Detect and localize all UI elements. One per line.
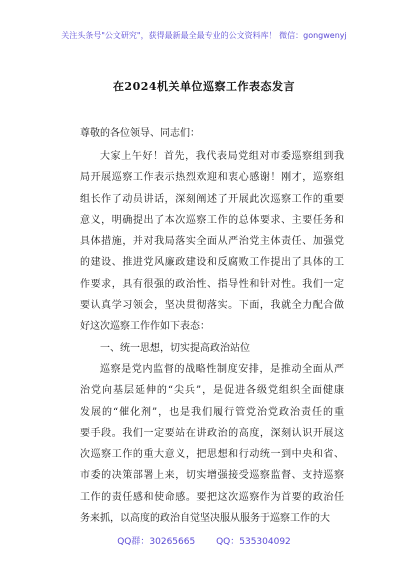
paragraph-line: 市委的决策部署上来，切实增强接受巡察监督、支持巡察: [80, 470, 344, 482]
paragraph-line: 务来抓，以高度的政治自觉坚决服从服务于巡察工作的大: [80, 513, 330, 525]
document-body: [80, 146, 344, 529]
document-title: 在2024机关单位巡察工作表态发言: [112, 80, 296, 93]
bottom-watermark: [0, 534, 408, 547]
paragraph-line: 要手段。我们一定要站在讲政治的高度，深刻认识开展这: [80, 427, 344, 439]
paragraph-line: 的建设、推进党风廉政建设和反腐败工作提出了具体的工: [80, 257, 344, 269]
paragraph-line: 要认真学习领会，坚决贯彻落实。下面，我就全力配合做: [80, 300, 344, 312]
paragraph: [80, 146, 344, 338]
paragraph-line: 次巡察工作的重大意义，把思想和行动统一到中央和省、: [80, 449, 344, 461]
paragraph-line: 具体措施，并对我局落实全面从严治党主体责任、加强党: [80, 236, 344, 248]
paragraph: [80, 338, 344, 359]
paragraph-line: 组长作了动员讲话，深刻阐述了开展此次巡察工作的重要: [80, 193, 344, 205]
paragraph-line: 一、统一思想，切实提高政治站位: [100, 342, 250, 354]
qq-group-number: QQ群：30265665: [117, 537, 196, 547]
paragraph: [80, 359, 344, 529]
paragraph-line: 大家上午好！首先，我代表局党组对市委巡察组到我: [100, 151, 344, 162]
paragraph-line: 巡察是党内监督的战略性制度安排，是推动全面从严: [100, 363, 344, 375]
paragraph-line: 治党向基层延伸的“尖兵”，是促进各级党组织全面健康: [80, 385, 344, 397]
paragraph-line: 局开展巡察工作表示热烈欢迎和衷心感谢！刚才，巡察组: [80, 172, 344, 184]
top-watermark: 关注头条号"公文研究"，获得最新最全最专业的公文资料库！ 微信：gongwenyj: [61, 31, 347, 40]
paragraph-line: 好这次巡察工作作如下表态：: [80, 321, 210, 333]
paragraph-line: 发展的“催化剂”，也是我们履行管党治党政治责任的重: [80, 406, 344, 418]
paragraph-line: 工作的责任感和使命感。要把这次巡察作为首要的政治任: [80, 491, 344, 503]
paragraph-line: 作要求，具有很强的政治性、指导性和针对性。我们一定: [80, 278, 344, 290]
paragraph-line: 意义，明确提出了本次巡察工作的总体要求、主要任务和: [80, 214, 344, 226]
salutation: 尊敬的各位领导、同志们：: [80, 128, 200, 139]
qq-number: QQ：535304092: [216, 537, 291, 547]
